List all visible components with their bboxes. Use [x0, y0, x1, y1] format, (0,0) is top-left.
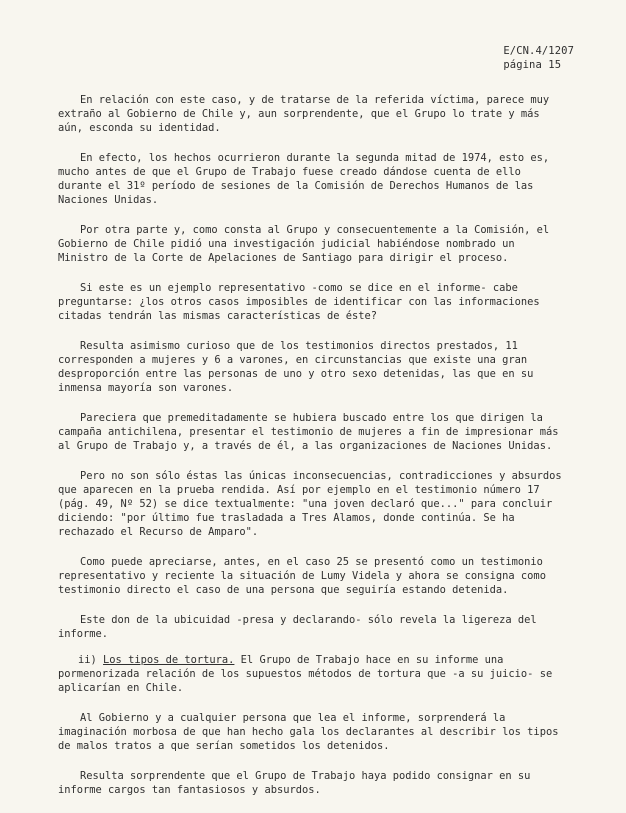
paragraph-6: Pareciera que premeditadamente se hubiera buscado entre los que dirigen la campaña antichilena, presentar el testimonio de mujeres a fin de impresionar más al Grupo de Trabajo y, a través de él, a las organizaciones de Naciones Unidas.	[58, 412, 559, 452]
section-title: Los tipos de tortura.	[103, 654, 235, 666]
document-header	[503, 44, 574, 72]
document-body	[58, 93, 568, 813]
page-number: página 15	[503, 59, 562, 71]
paragraph-9: Este don de la ubicuidad -presa y declarando- sólo revela la ligereza del informe.	[58, 614, 537, 640]
paragraph-5: Resulta asimismo curioso que de los testimonios directos prestados, 11 corresponden a mujeres y 6 a varones, en circunstancias que existe una gran desproporción entre las personas de uno y otro sexo detenidas, las que en su inmensa mayoría son varones.	[58, 340, 534, 394]
paragraph-4: Si este es un ejemplo representativo -como se dice en el informe- cabe preguntarse: ¿los otros casos imposibles de identificar con las informaciones citadas tendrán las mismas características de éste?	[58, 282, 540, 322]
paragraph-10: Al Gobierno y a cualquier persona que lea el informe, sorprenderá la imaginación morbosa de que han hecho gala los declarantes al describir los tipos de malos tratos a que serían sometidos los detenidos.	[58, 712, 559, 752]
section-torture-types	[58, 653, 568, 695]
section-text: El Grupo de Trabajo hace en su informe una pormenorizada relación de los supuestos métodos de tortura que -a su juicio- se aplicarían en Chile.	[58, 654, 553, 694]
section-number: ii)	[78, 654, 97, 666]
paragraph-1: En relación con este caso, y de tratarse de la referida víctima, parece muy extraño al Gobierno de Chile y, aun sorprendente, que el Grupo lo trate y más aún, esconda su identidad.	[58, 94, 550, 134]
paragraph-2: En efecto, los hechos ocurrieron durante la segunda mitad de 1974, esto es, mucho antes de que el Grupo de Trabajo fuese creado dándose cuenta de ello durante el 31º período de sesiones de la Comisión de Derechos Humanos de las Naciones Unidas.	[58, 152, 550, 206]
paragraph-11: Resulta sorprendente que el Grupo de Trabajo haya podido consignar en su informe cargos tan fantasiosos y absurdos.	[58, 770, 531, 796]
document-code: E/CN.4/1207	[503, 45, 574, 57]
paragraph-7: Pero no son sólo éstas las únicas inconsecuencias, contradicciones y absurdos que aparecen en la prueba rendida. Así por ejemplo en el testimonio número 17 (pág. 49, Nº 52) se dice textualmente: "una joven declaró que..." para concluir diciendo: "por último fue trasladada a Tres Alamos, donde continúa. Se ha rechazado el Recurso de Amparo".	[58, 470, 562, 538]
paragraph-3: Por otra parte y, como consta al Grupo y consecuentemente a la Comisión, el Gobierno de Chile pidió una investigación judicial habiéndose nombrado un Ministro de la Corte de Apelaciones de Santiago para dirigir el proceso.	[58, 224, 550, 264]
paragraph-8: Como puede apreciarse, antes, en el caso 25 se presentó como un testimonio representativo y reciente la situación de Lumy Videla y ahora se consigna como testimonio directo el caso de una persona que seguiría estando detenida.	[58, 556, 546, 596]
